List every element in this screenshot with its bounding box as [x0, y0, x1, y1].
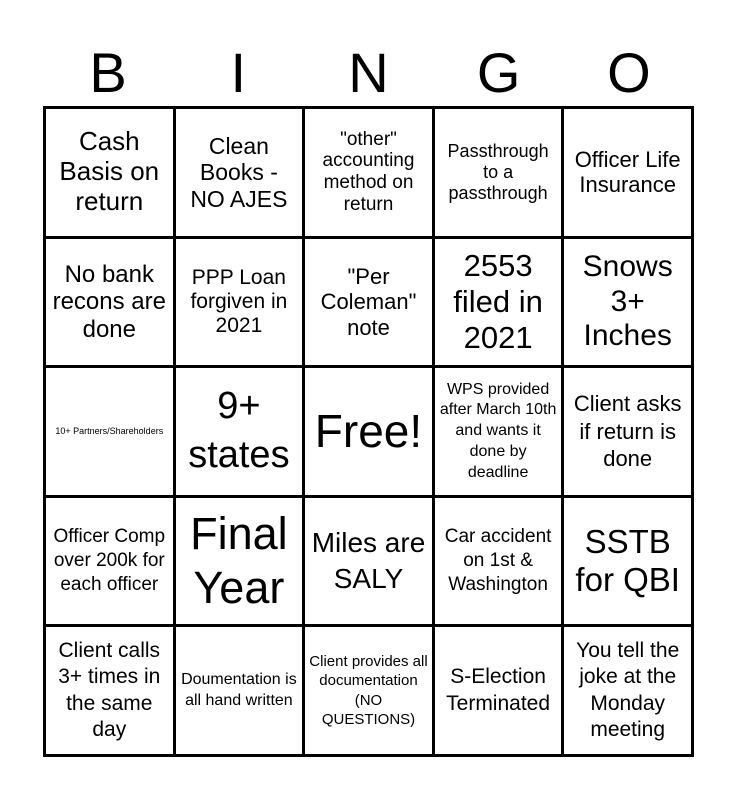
bingo-header: [43, 40, 694, 106]
header-letter-i: I: [230, 41, 247, 104]
bingo-cell-5-5[interactable]: You tell the joke at the Monday meeting: [564, 627, 691, 754]
bingo-cell-4-2[interactable]: Final Year: [176, 498, 303, 625]
bingo-cell-5-4[interactable]: S-Election Terminated: [435, 627, 562, 754]
bingo-cell-4-4[interactable]: Car accident on 1st & Washington: [435, 498, 562, 625]
bingo-cell-1-4[interactable]: Passthrough to a passthrough: [435, 109, 562, 236]
bingo-cell-2-5[interactable]: Snows 3+ Inches: [564, 239, 691, 366]
bingo-cell-3-3[interactable]: Free!: [305, 368, 432, 495]
header-letter-o: O: [607, 41, 651, 104]
bingo-cell-5-3[interactable]: Client provides all documentation (NO QUESTIONS): [305, 627, 432, 754]
bingo-cell-5-2[interactable]: Doumentation is all hand written: [176, 627, 303, 754]
bingo-cell-1-5[interactable]: Officer Life Insurance: [564, 109, 691, 236]
header-letter-g: G: [476, 41, 521, 104]
bingo-cell-4-3[interactable]: Miles are SALY: [305, 498, 432, 625]
bingo-cell-1-3[interactable]: "other" accounting method on return: [305, 109, 432, 236]
bingo-cell-1-2[interactable]: Clean Books - NO AJES: [176, 109, 303, 236]
bingo-cell-3-1[interactable]: 10+ Partners/Shareholders: [46, 368, 173, 495]
bingo-cell-2-1[interactable]: No bank recons are done: [46, 239, 173, 366]
bingo-cell-2-4[interactable]: 2553 filed in 2021: [435, 239, 562, 366]
bingo-cell-3-2[interactable]: 9+ states: [176, 368, 303, 495]
header-letter-b: B: [89, 41, 127, 104]
bingo-cell-3-4[interactable]: WPS provided after March 10th and wants it done by deadline: [435, 368, 562, 495]
bingo-cell-5-1[interactable]: Client calls 3+ times in the same day: [46, 627, 173, 754]
bingo-cell-1-1[interactable]: Cash Basis on return: [46, 109, 173, 236]
bingo-cell-4-1[interactable]: Officer Comp over 200k for each officer: [46, 498, 173, 625]
bingo-cell-2-3[interactable]: "Per Coleman" note: [305, 239, 432, 366]
bingo-board: [43, 106, 694, 757]
bingo-cell-3-5[interactable]: Client asks if return is done: [564, 368, 691, 495]
bingo-cell-4-5[interactable]: SSTB for QBI: [564, 498, 691, 625]
bingo-cell-2-2[interactable]: PPP Loan forgiven in 2021: [176, 239, 303, 366]
header-letter-n: N: [348, 41, 389, 104]
